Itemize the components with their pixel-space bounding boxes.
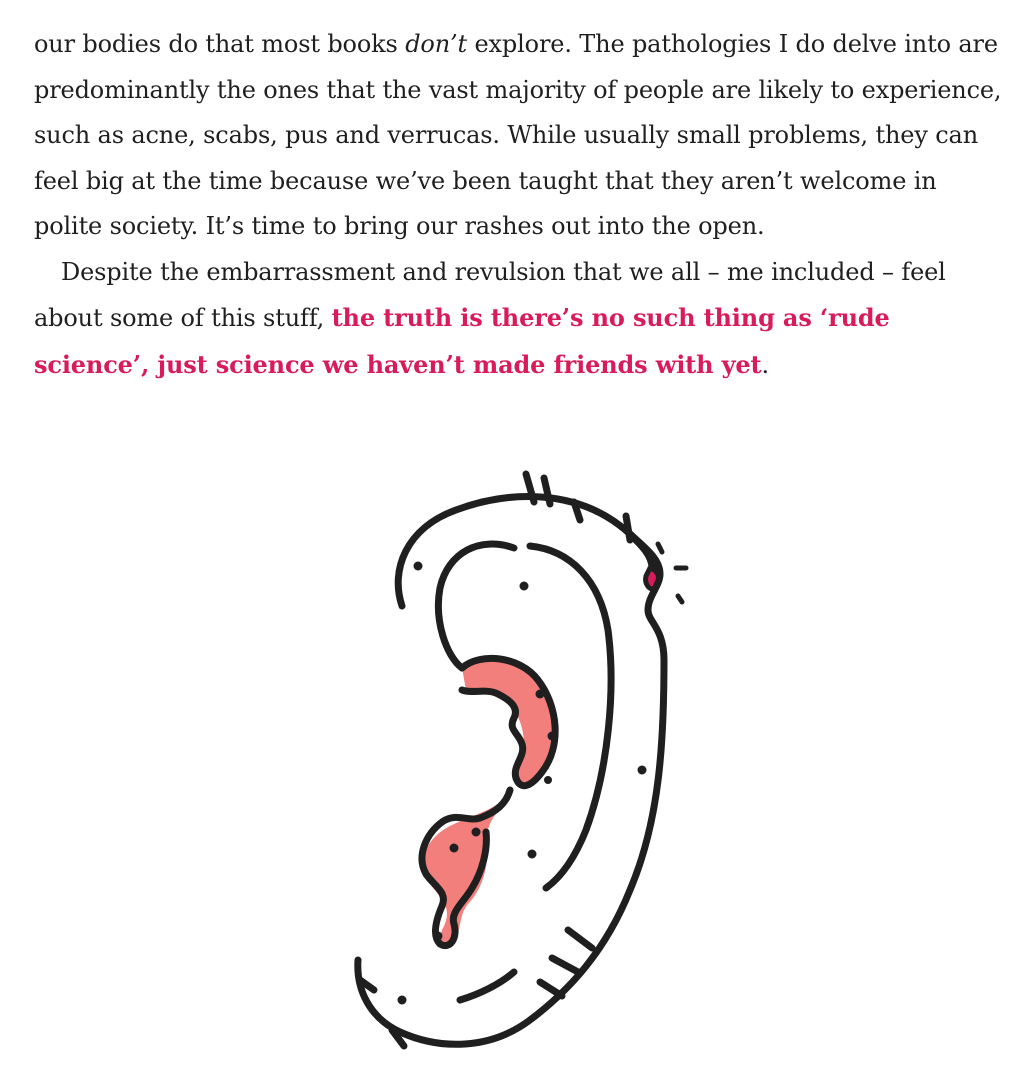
dot-4 [548,732,557,741]
body-text [34,22,1006,388]
paragraph-2-text-start: Despite the embarrassment and revulsion that we all – me included – feel about some of this stuff, [34,257,946,332]
dot-11 [544,776,552,784]
dot-5 [638,766,647,775]
ear-icon [330,460,710,1060]
concha-wavy-line [462,690,523,778]
sparkle-dash-3 [678,596,682,602]
paragraph-1-emphasis: don’t [405,30,467,58]
paragraph-1-text-start: our bodies do that most books [34,30,406,58]
stitch-mark-7 [540,982,562,996]
dot-6 [528,850,537,859]
paragraph-2 [34,250,1006,389]
upper-inflammation-fill [462,658,555,782]
stitch-mark-4 [626,516,630,540]
outer-helix-line [358,497,664,1045]
lobe-inner-line [460,972,514,1000]
dot-3 [536,690,545,699]
stitch-mark-5 [568,930,592,948]
stitch-mark-6 [552,958,578,972]
dot-10 [398,996,407,1005]
paragraph-2-text-end: . [761,350,769,379]
inner-helix-line [438,544,514,668]
ear-illustration [330,460,710,1060]
dot-7 [450,844,459,853]
highlighted-quote: the truth is there’s no such thing as ‘rude science’, just science we haven’t made friends with yet [34,303,890,379]
dot-9 [434,932,443,941]
dot-1 [414,562,423,571]
dot-2 [520,582,529,591]
paragraph-1 [34,22,1006,250]
sparkle-dash-1 [658,544,662,552]
paragraph-1-text-end: explore. The pathologies I do delve into are predominantly the ones that the vast majority of people are likely to experience, such as acne, scabs, pus and verrucas. While usually small problems, they can feel big at the time because we’ve been taught that they aren’t welcome in polite society. It’s time to bring our rashes out into the open. [34,30,1002,240]
dot-8 [472,828,481,837]
